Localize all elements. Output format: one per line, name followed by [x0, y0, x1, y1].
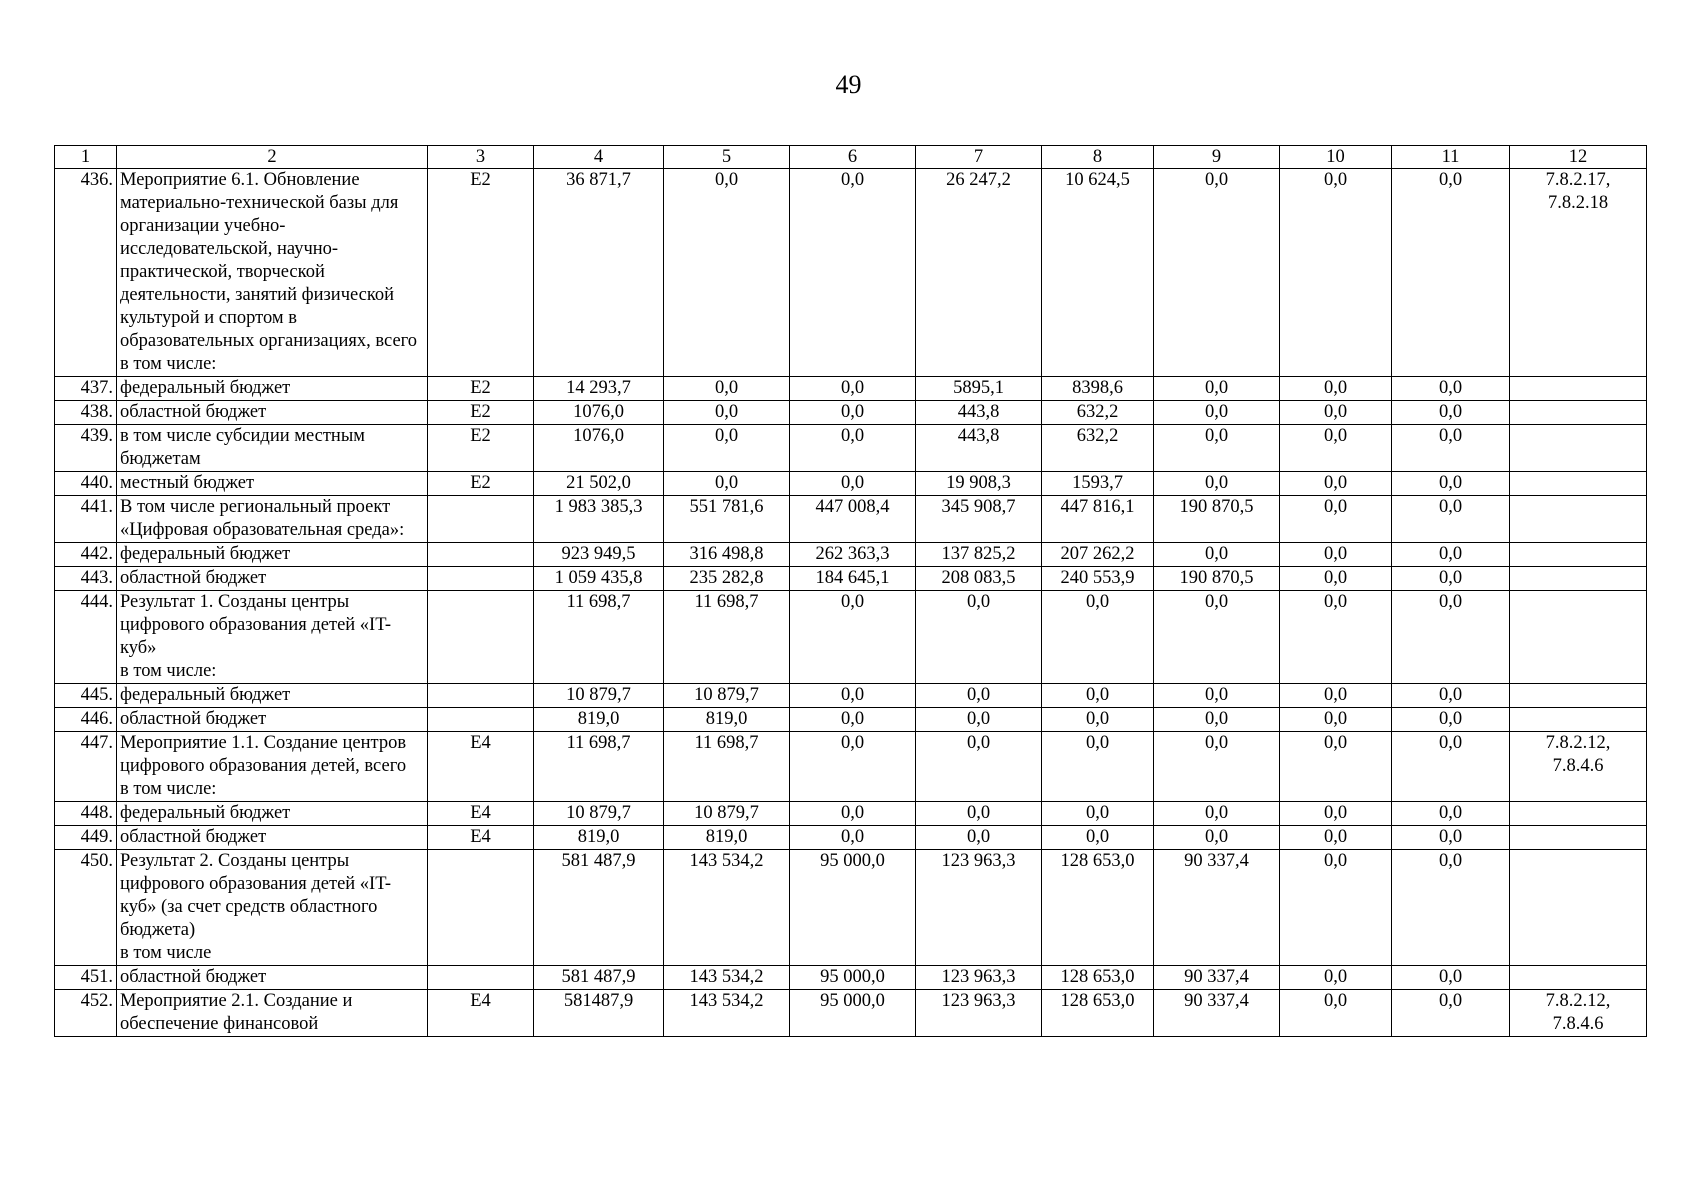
row-value: 0,0 — [1392, 732, 1510, 802]
table-row — [55, 684, 1647, 708]
row-value: 90 337,4 — [1154, 990, 1280, 1037]
row-name: областной бюджет — [117, 708, 428, 732]
row-value: 0,0 — [790, 684, 916, 708]
row-value: 1593,7 — [1042, 472, 1154, 496]
row-value: 0,0 — [1392, 850, 1510, 966]
column-header: 6 — [790, 146, 916, 169]
column-header: 11 — [1392, 146, 1510, 169]
row-value: 0,0 — [1280, 169, 1392, 377]
row-name: Результат 1. Созданы центры цифрового образования детей «IT-куб» в том числе: — [117, 591, 428, 684]
row-number: 445. — [55, 684, 117, 708]
row-number: 443. — [55, 567, 117, 591]
header-row — [55, 146, 1647, 169]
row-value: 5895,1 — [916, 377, 1042, 401]
row-value: 632,2 — [1042, 401, 1154, 425]
row-value: 235 282,8 — [664, 567, 790, 591]
row-value: 0,0 — [790, 732, 916, 802]
row-name: Мероприятие 1.1. Создание центров цифрового образования детей, всего в том числе: — [117, 732, 428, 802]
row-name: Результат 2. Созданы центры цифрового образования детей «IT-куб» (за счет средств областного бюджета) в том числе — [117, 850, 428, 966]
table-row — [55, 472, 1647, 496]
row-number: 444. — [55, 591, 117, 684]
row-value: 0,0 — [916, 591, 1042, 684]
row-value: 0,0 — [664, 425, 790, 472]
row-code — [428, 966, 534, 990]
row-value: 443,8 — [916, 425, 1042, 472]
row-value: 0,0 — [1154, 425, 1280, 472]
table-row — [55, 591, 1647, 684]
table-row — [55, 708, 1647, 732]
row-value: 581487,9 — [534, 990, 664, 1037]
row-value: 0,0 — [1392, 496, 1510, 543]
column-header: 3 — [428, 146, 534, 169]
row-value: 1 983 385,3 — [534, 496, 664, 543]
row-value: 143 534,2 — [664, 990, 790, 1037]
row-code: Е2 — [428, 401, 534, 425]
row-name: местный бюджет — [117, 472, 428, 496]
row-value: 26 247,2 — [916, 169, 1042, 377]
row-value: 0,0 — [1280, 472, 1392, 496]
row-value: 0,0 — [1392, 990, 1510, 1037]
row-value: 0,0 — [1154, 708, 1280, 732]
row-value: 0,0 — [1392, 425, 1510, 472]
row-reference — [1510, 591, 1647, 684]
row-value: 95 000,0 — [790, 850, 916, 966]
row-value: 190 870,5 — [1154, 496, 1280, 543]
row-value: 123 963,3 — [916, 990, 1042, 1037]
row-number: 439. — [55, 425, 117, 472]
row-value: 10 879,7 — [664, 684, 790, 708]
row-value: 128 653,0 — [1042, 850, 1154, 966]
row-value: 447 816,1 — [1042, 496, 1154, 543]
row-value: 11 698,7 — [664, 732, 790, 802]
row-value: 923 949,5 — [534, 543, 664, 567]
row-value: 0,0 — [1154, 732, 1280, 802]
row-reference — [1510, 377, 1647, 401]
row-value: 0,0 — [1280, 802, 1392, 826]
row-value: 0,0 — [790, 802, 916, 826]
row-code — [428, 850, 534, 966]
row-value: 0,0 — [1392, 802, 1510, 826]
row-value: 0,0 — [790, 169, 916, 377]
row-value: 0,0 — [1280, 990, 1392, 1037]
row-name: федеральный бюджет — [117, 684, 428, 708]
row-value: 0,0 — [916, 684, 1042, 708]
table-body — [55, 169, 1647, 1037]
row-reference — [1510, 401, 1647, 425]
row-value: 143 534,2 — [664, 850, 790, 966]
row-value: 1 059 435,8 — [534, 567, 664, 591]
table-row — [55, 543, 1647, 567]
row-value: 11 698,7 — [534, 591, 664, 684]
row-value: 0,0 — [1280, 567, 1392, 591]
row-value: 128 653,0 — [1042, 990, 1154, 1037]
row-number: 452. — [55, 990, 117, 1037]
row-value: 137 825,2 — [916, 543, 1042, 567]
row-value: 551 781,6 — [664, 496, 790, 543]
row-reference — [1510, 850, 1647, 966]
row-value: 123 963,3 — [916, 850, 1042, 966]
row-value: 0,0 — [790, 708, 916, 732]
row-value: 0,0 — [1042, 708, 1154, 732]
row-value: 0,0 — [1280, 425, 1392, 472]
row-value: 0,0 — [1392, 708, 1510, 732]
row-code: Е4 — [428, 802, 534, 826]
table-row — [55, 802, 1647, 826]
column-header: 7 — [916, 146, 1042, 169]
row-value: 90 337,4 — [1154, 850, 1280, 966]
row-value: 95 000,0 — [790, 966, 916, 990]
row-value: 0,0 — [916, 826, 1042, 850]
row-value: 262 363,3 — [790, 543, 916, 567]
row-reference — [1510, 472, 1647, 496]
row-value: 0,0 — [1392, 401, 1510, 425]
row-value: 0,0 — [916, 708, 1042, 732]
row-value: 11 698,7 — [664, 591, 790, 684]
row-name: В том числе региональный проект «Цифровая образовательная среда»: — [117, 496, 428, 543]
row-number: 440. — [55, 472, 117, 496]
row-value: 0,0 — [1154, 543, 1280, 567]
row-value: 581 487,9 — [534, 850, 664, 966]
table-row — [55, 169, 1647, 377]
table-row — [55, 826, 1647, 850]
row-value: 1076,0 — [534, 401, 664, 425]
row-value: 581 487,9 — [534, 966, 664, 990]
table-row — [55, 567, 1647, 591]
table-row — [55, 401, 1647, 425]
row-value: 10 879,7 — [534, 684, 664, 708]
column-header: 10 — [1280, 146, 1392, 169]
row-name: федеральный бюджет — [117, 802, 428, 826]
row-number: 442. — [55, 543, 117, 567]
row-code — [428, 591, 534, 684]
row-number: 447. — [55, 732, 117, 802]
row-number: 450. — [55, 850, 117, 966]
column-header: 2 — [117, 146, 428, 169]
row-value: 190 870,5 — [1154, 567, 1280, 591]
row-number: 436. — [55, 169, 117, 377]
row-number: 437. — [55, 377, 117, 401]
row-value: 0,0 — [1154, 826, 1280, 850]
row-value: 0,0 — [1042, 732, 1154, 802]
row-reference — [1510, 966, 1647, 990]
row-value: 0,0 — [1280, 591, 1392, 684]
row-value: 0,0 — [916, 732, 1042, 802]
row-value: 0,0 — [790, 377, 916, 401]
row-reference — [1510, 826, 1647, 850]
row-value: 207 262,2 — [1042, 543, 1154, 567]
table-row — [55, 496, 1647, 543]
row-value: 0,0 — [1392, 684, 1510, 708]
row-value: 0,0 — [790, 826, 916, 850]
row-reference — [1510, 496, 1647, 543]
row-value: 316 498,8 — [664, 543, 790, 567]
row-reference — [1510, 684, 1647, 708]
row-name: Мероприятие 2.1. Создание и обеспечение финансовой — [117, 990, 428, 1037]
row-name: областной бюджет — [117, 826, 428, 850]
row-value: 0,0 — [790, 591, 916, 684]
row-name: Мероприятие 6.1. Обновление материально-технической базы для организации учебно-исследовательской, научно-практической, творческой деятельности, занятий физической культурой и спортом в образовательных организациях, всего в том числе: — [117, 169, 428, 377]
table-row — [55, 732, 1647, 802]
row-reference: 7.8.2.12, 7.8.4.6 — [1510, 990, 1647, 1037]
row-value: 0,0 — [1280, 732, 1392, 802]
row-code — [428, 708, 534, 732]
row-value: 0,0 — [1280, 401, 1392, 425]
row-reference — [1510, 425, 1647, 472]
row-value: 21 502,0 — [534, 472, 664, 496]
row-reference — [1510, 802, 1647, 826]
row-value: 0,0 — [1154, 377, 1280, 401]
row-value: 0,0 — [1280, 543, 1392, 567]
row-value: 208 083,5 — [916, 567, 1042, 591]
row-value: 0,0 — [1392, 591, 1510, 684]
row-reference: 7.8.2.17, 7.8.2.18 — [1510, 169, 1647, 377]
row-value: 0,0 — [1154, 802, 1280, 826]
row-value: 345 908,7 — [916, 496, 1042, 543]
row-value: 0,0 — [1042, 826, 1154, 850]
column-header: 4 — [534, 146, 664, 169]
row-reference — [1510, 708, 1647, 732]
table-row — [55, 425, 1647, 472]
row-reference — [1510, 567, 1647, 591]
row-value: 819,0 — [534, 708, 664, 732]
row-value: 11 698,7 — [534, 732, 664, 802]
row-name: областной бюджет — [117, 401, 428, 425]
row-number: 438. — [55, 401, 117, 425]
row-value: 0,0 — [1392, 567, 1510, 591]
row-value: 0,0 — [1392, 966, 1510, 990]
row-value: 0,0 — [1392, 169, 1510, 377]
row-value: 447 008,4 — [790, 496, 916, 543]
row-value: 0,0 — [664, 401, 790, 425]
row-value: 0,0 — [1392, 826, 1510, 850]
row-code: Е2 — [428, 472, 534, 496]
row-value: 0,0 — [1280, 377, 1392, 401]
table-row — [55, 990, 1647, 1037]
row-code — [428, 496, 534, 543]
row-code — [428, 567, 534, 591]
row-number: 449. — [55, 826, 117, 850]
row-value: 0,0 — [1280, 684, 1392, 708]
row-value: 10 624,5 — [1042, 169, 1154, 377]
row-value: 0,0 — [1154, 591, 1280, 684]
row-value: 0,0 — [790, 472, 916, 496]
row-value: 10 879,7 — [664, 802, 790, 826]
row-number: 446. — [55, 708, 117, 732]
row-code — [428, 684, 534, 708]
row-value: 0,0 — [664, 472, 790, 496]
row-value: 123 963,3 — [916, 966, 1042, 990]
table-row — [55, 377, 1647, 401]
row-value: 8398,6 — [1042, 377, 1154, 401]
row-value: 0,0 — [1280, 966, 1392, 990]
row-code: Е2 — [428, 425, 534, 472]
row-name: федеральный бюджет — [117, 377, 428, 401]
row-name: в том числе субсидии местным бюджетам — [117, 425, 428, 472]
row-value: 0,0 — [1154, 472, 1280, 496]
row-name: областной бюджет — [117, 567, 428, 591]
row-number: 451. — [55, 966, 117, 990]
row-value: 0,0 — [1392, 377, 1510, 401]
row-code: Е4 — [428, 826, 534, 850]
row-value: 14 293,7 — [534, 377, 664, 401]
row-reference: 7.8.2.12, 7.8.4.6 — [1510, 732, 1647, 802]
row-value: 0,0 — [1280, 708, 1392, 732]
page-number: 49 — [835, 70, 862, 99]
row-value: 0,0 — [1392, 472, 1510, 496]
column-header: 9 — [1154, 146, 1280, 169]
row-value: 0,0 — [1042, 802, 1154, 826]
row-value: 19 908,3 — [916, 472, 1042, 496]
row-value: 0,0 — [1042, 684, 1154, 708]
row-value: 819,0 — [534, 826, 664, 850]
row-code: Е2 — [428, 377, 534, 401]
row-value: 0,0 — [916, 802, 1042, 826]
row-value: 819,0 — [664, 708, 790, 732]
row-value: 0,0 — [1042, 591, 1154, 684]
column-header: 12 — [1510, 146, 1647, 169]
row-value: 0,0 — [1154, 684, 1280, 708]
row-code: Е4 — [428, 732, 534, 802]
row-code: Е2 — [428, 169, 534, 377]
row-value: 632,2 — [1042, 425, 1154, 472]
row-value: 95 000,0 — [790, 990, 916, 1037]
row-value: 10 879,7 — [534, 802, 664, 826]
row-value: 143 534,2 — [664, 966, 790, 990]
row-value: 0,0 — [790, 401, 916, 425]
row-value: 184 645,1 — [790, 567, 916, 591]
row-name: федеральный бюджет — [117, 543, 428, 567]
row-value: 0,0 — [790, 425, 916, 472]
row-value: 0,0 — [1280, 826, 1392, 850]
row-code — [428, 543, 534, 567]
row-value: 90 337,4 — [1154, 966, 1280, 990]
row-value: 0,0 — [1154, 169, 1280, 377]
column-header: 5 — [664, 146, 790, 169]
row-value: 0,0 — [1280, 850, 1392, 966]
row-value: 819,0 — [664, 826, 790, 850]
row-value: 0,0 — [1280, 496, 1392, 543]
table-row — [55, 850, 1647, 966]
row-value: 36 871,7 — [534, 169, 664, 377]
row-value: 0,0 — [1154, 401, 1280, 425]
table-row — [55, 966, 1647, 990]
column-header: 1 — [55, 146, 117, 169]
row-number: 441. — [55, 496, 117, 543]
row-value: 0,0 — [664, 169, 790, 377]
row-code: Е4 — [428, 990, 534, 1037]
row-value: 128 653,0 — [1042, 966, 1154, 990]
row-name: областной бюджет — [117, 966, 428, 990]
row-value: 0,0 — [1392, 543, 1510, 567]
row-value: 240 553,9 — [1042, 567, 1154, 591]
budget-table — [54, 145, 1647, 1037]
row-value: 0,0 — [664, 377, 790, 401]
row-reference — [1510, 543, 1647, 567]
row-number: 448. — [55, 802, 117, 826]
row-value: 443,8 — [916, 401, 1042, 425]
row-value: 1076,0 — [534, 425, 664, 472]
column-header: 8 — [1042, 146, 1154, 169]
